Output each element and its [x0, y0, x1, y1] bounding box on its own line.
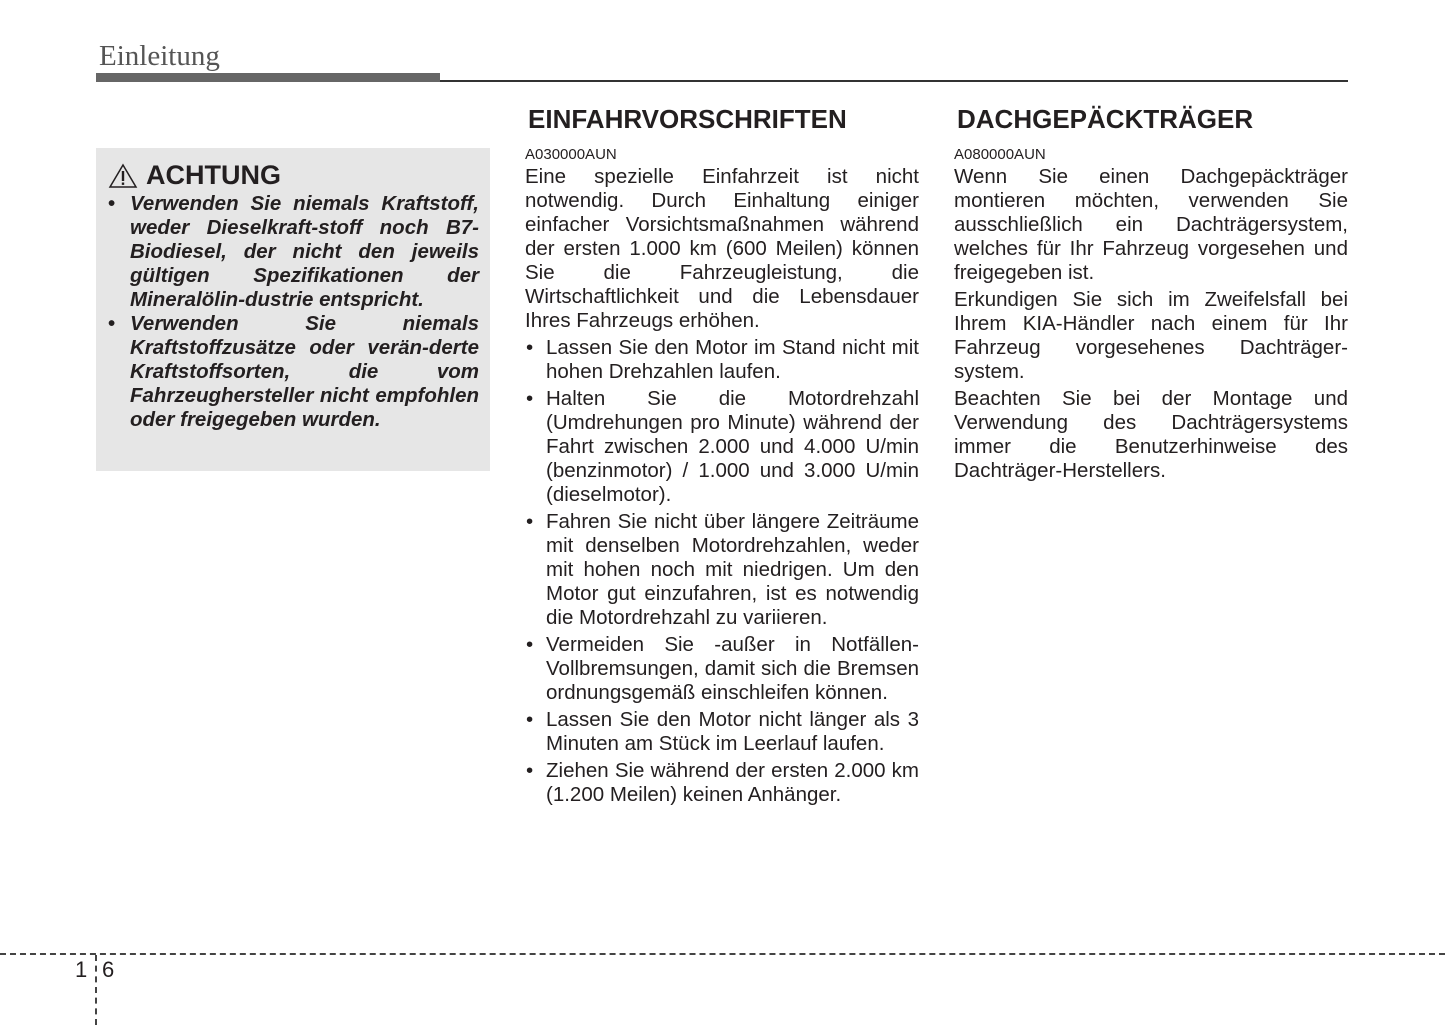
list-item: • Halten Sie die Motordrehzahl (Umdrehungen pro Minute) während der Fahrt zwischen 2.000 und 4.000 U/min (benzinmotor) / 1.000 und 3.000 U/min (dieselmotor). — [525, 387, 919, 507]
warning-box — [96, 148, 490, 471]
section-title: Einleitung — [99, 40, 220, 72]
warning-heading — [108, 160, 479, 191]
warning-title: ACHTUNG — [146, 160, 281, 190]
section-code: A080000AUN — [954, 146, 1046, 163]
list-item: • Fahren Sie nicht über längere Zeiträume mit denselben Motordrehzahlen, weder mit hohen noch mit niedrigen. Um den Motor gut einzufahren, ist es notwendig die Motordrehzahl zu variieren. — [525, 510, 919, 630]
section-code: A030000AUN — [525, 146, 617, 163]
warning-item: • Verwenden Sie niemals Kraftstoffzusätze oder verän-derte Kraftstoffsorten, die vom Fahrzeughersteller nicht empfohlen oder freigegeben wurden. — [108, 312, 479, 432]
section-heading: EINFAHRVORSCHRIFTEN — [528, 104, 847, 134]
paragraph: Erkundigen Sie sich im Zweifelsfall bei Ihrem KIA-Händler nach einem für Ihr Fahrzeug vorgesehenes Dachträger-system. — [954, 288, 1348, 383]
footer-rule — [0, 953, 1445, 955]
paragraph: Wenn Sie einen Dachgepäckträger montieren möchten, verwenden Sie ausschließlich ein Dachträgersystem, welches für Ihr Fahrzeug vorgesehen und freigegeben ist. — [954, 165, 1348, 284]
section-heading: DACHGEPÄCKTRÄGER — [957, 104, 1254, 134]
chapter-number: 1 — [75, 957, 88, 982]
running-in-section — [525, 104, 919, 810]
list-item: • Lassen Sie den Motor nicht länger als 3 Minuten am Stück im Leerlauf laufen. — [525, 708, 919, 756]
footer-divider — [95, 955, 97, 1025]
warning-item: • Verwenden Sie niemals Kraftstoff, weder Dieselkraft-stoff noch B7-Biodiesel, der nicht den jeweils gültigen Spezifikationen der Mineralölin-dustrie entspricht. — [108, 192, 479, 312]
warning-triangle-icon — [108, 163, 138, 189]
paragraph: Beachten Sie bei der Montage und Verwendung des Dachträgersystems immer die Benutzerhinweise des Dachträger-Herstellers. — [954, 387, 1348, 482]
header-bar — [96, 73, 440, 82]
roof-rack-section — [954, 104, 1348, 486]
intro-paragraph: Eine spezielle Einfahrzeit ist nicht notwendig. Durch Einhaltung einiger einfacher Vorsichtsmaßnahmen während der ersten 1.000 km (600 Meilen) können Sie die Fahrzeugleistung, die Wirtschaftlichkeit und die Lebensdauer Ihres Fahrzeugs erhöhen. — [525, 165, 919, 332]
list-item: • Lassen Sie den Motor im Stand nicht mit hohen Drehzahlen laufen. — [525, 336, 919, 384]
list-item: • Vermeiden Sie -außer in Notfällen- Vollbremsungen, damit sich die Bremsen ordnungsgemäß einschleifen können. — [525, 633, 919, 705]
page-number: 6 — [102, 957, 115, 982]
header-rule — [440, 80, 1348, 82]
list-item: • Ziehen Sie während der ersten 2.000 km (1.200 Meilen) keinen Anhänger. — [525, 759, 919, 807]
